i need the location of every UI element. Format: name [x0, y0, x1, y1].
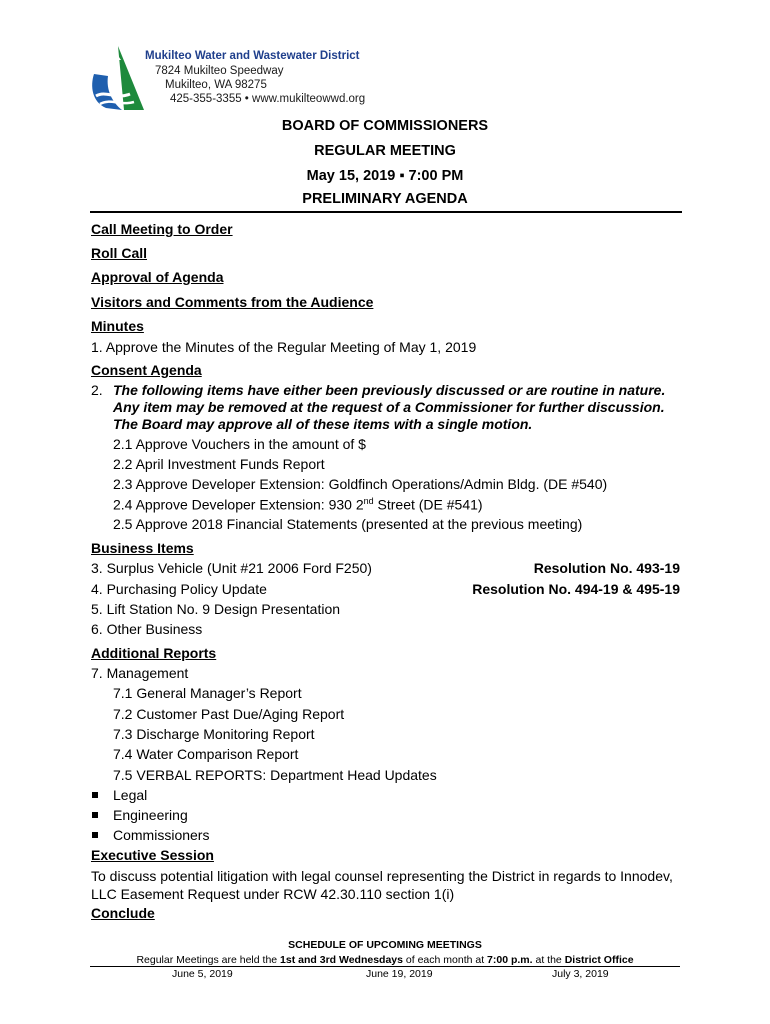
schedule-title: SCHEDULE OF UPCOMING MEETINGS: [288, 939, 482, 951]
report-item-7-4: 7.4 Water Comparison Report: [113, 746, 299, 762]
consent-item-2-4: 2.4 Approve Developer Extension: 930 2nd Street (DE #541): [113, 496, 483, 513]
executive-session-line-2: LLC Easement Request under RCW 42.30.110 section 1(i): [91, 886, 455, 902]
consent-note-2: Any item may be removed at the request of a Commissioner for further discussion.: [113, 399, 665, 415]
report-engineering: Engineering: [113, 807, 188, 823]
consent-item-2-1: 2.1 Approve Vouchers in the amount of $: [113, 436, 366, 452]
report-item-7: 7. Management: [91, 665, 189, 681]
org-contact: 425-355-3355 • www.mukilteowwd.org: [170, 93, 366, 105]
business-item-3: 3. Surplus Vehicle (Unit #21 2006 Ford F250): [91, 560, 372, 576]
heading-consent-agenda: Consent Agenda: [91, 362, 202, 378]
business-item-6: 6. Other Business: [91, 621, 203, 637]
consent-item-2-3: 2.3 Approve Developer Extension: Goldfinch Operations/Admin Bldg. (DE #540): [113, 476, 608, 492]
org-address-city: Mukilteo, WA 98275: [165, 79, 267, 91]
report-legal: Legal: [113, 787, 148, 803]
consent-number: 2.: [91, 382, 103, 398]
heading-visitors: Visitors and Comments from the Audience: [91, 294, 374, 310]
meeting-date: May 15, 2019 ▪ 7:00 PM: [306, 168, 464, 184]
report-item-7-5: 7.5 VERBAL REPORTS: Department Head Updates: [113, 767, 437, 783]
report-item-7-2: 7.2 Customer Past Due/Aging Report: [113, 706, 345, 722]
resolution-494-495: Resolution No. 494-19 & 495-19: [472, 581, 680, 597]
heading-additional-reports: Additional Reports: [91, 645, 217, 661]
org-address-street: 7824 Mukilteo Speedway: [155, 65, 284, 77]
report-item-7-1: 7.1 General Manager’s Report: [113, 685, 302, 701]
heading-approval-agenda: Approval of Agenda: [91, 269, 224, 285]
consent-item-2-5: 2.5 Approve 2018 Financial Statements (presented at the previous meeting): [113, 516, 583, 532]
heading-roll-call: Roll Call: [91, 245, 148, 261]
agenda-label: PRELIMINARY AGENDA: [302, 191, 468, 207]
minutes-item: 1. Approve the Minutes of the Regular Meeting of May 1, 2019: [91, 339, 477, 355]
consent-item-2-2: 2.2 April Investment Funds Report: [113, 456, 325, 472]
consent-note-3: The Board may approve all of these items with a single motion.: [113, 416, 533, 432]
heading-call-to-order: Call Meeting to Order: [91, 221, 233, 237]
executive-session-line-1: To discuss potential litigation with legal counsel representing the District in regards to Innodev,: [91, 868, 673, 884]
meeting-date-2: June 19, 2019: [366, 968, 433, 980]
business-item-4: 4. Purchasing Policy Update: [91, 581, 267, 597]
bullet-square-icon: [92, 792, 98, 798]
bullet-square-icon: [92, 812, 98, 818]
heading-conclude: Conclude: [91, 905, 155, 921]
business-item-5: 5. Lift Station No. 9 Design Presentation: [91, 601, 341, 617]
doc-subtitle: REGULAR MEETING: [314, 143, 456, 159]
meeting-date-3: July 3, 2019: [552, 968, 609, 980]
report-item-7-3: 7.3 Discharge Monitoring Report: [113, 726, 315, 742]
heading-executive-session: Executive Session: [91, 847, 214, 863]
bullet-square-icon: [92, 832, 98, 838]
schedule-divider: [90, 966, 680, 967]
report-commissioners: Commissioners: [113, 827, 210, 843]
header-divider: [90, 211, 682, 213]
consent-note-1: The following items have either been previously discussed or are routine in nature.: [113, 382, 666, 398]
resolution-493-19: Resolution No. 493-19: [533, 560, 680, 576]
district-logo: [88, 44, 146, 112]
heading-minutes: Minutes: [91, 318, 144, 334]
org-name: Mukilteo Water and Wastewater District: [145, 50, 360, 62]
schedule-note: Regular Meetings are held the 1st and 3rd Wednesdays of each month at 7:00 p.m. at the District Office: [136, 954, 634, 966]
doc-title: BOARD OF COMMISSIONERS: [281, 118, 489, 134]
heading-business-items: Business Items: [91, 540, 194, 556]
meeting-date-1: June 5, 2019: [172, 968, 233, 980]
